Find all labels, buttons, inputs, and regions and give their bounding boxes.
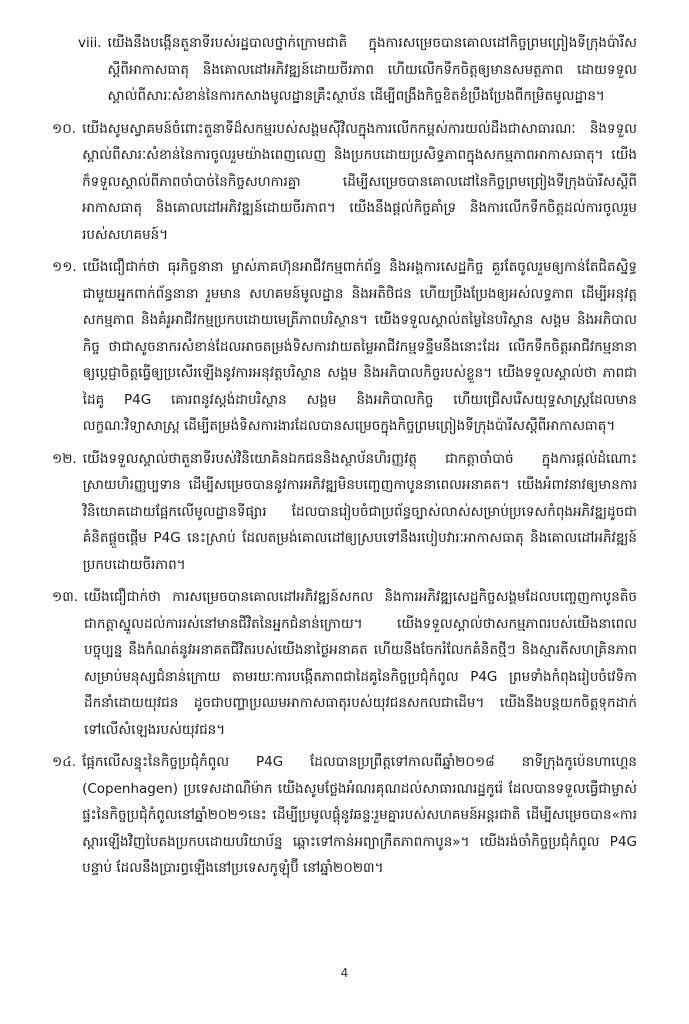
paragraph-text: យើងសូមស្វាគមន៍ចំពោះតួនាទីដ៏សកម្មរបស់សង្គមស៊ីវិលក្នុងការលើកកម្ពស់ការយល់ដឹងជាសាធារណៈ និងទទួលស្គាល់ពីសារៈសំខាន់នៃការចូលរួមយ៉ាងពេញលេញ និងប្រកបដោយប្រសិទ្ធភាពក្នុងសកម្មភាពអាកាសធាតុ។ យើងក៏ទទួលស្គាល់ពីភាពចាំបាច់នៃកិច្ចសហការគ្នា ដើម្បីសម្រេចបានគោលដៅនៃកិច្ចព្រមព្រៀងទីក្រុងប៉ារីសស្តីពីអាកាសធាតុ និងគោលដៅអភិវឌ្ឍន៍ដោយចីរភាព។ យើងនឹងផ្តល់កិច្ចគាំទ្រ និងការលើកទឹកចិត្តដល់ការចូលរួមរបស់សហគមន៍។ (82, 120, 637, 243)
paragraph-12 (52, 446, 637, 579)
paragraph-text: យើងនឹងបង្កើនតួនាទីរបស់រដ្ឋបាលថ្នាក់ក្រោមជាតិ ក្នុងការសម្រេចបានគោលដៅកិច្ចព្រមព្រៀងទីក្រុងប៉ារីសស្តីពីអាកាសធាតុ និងគោលដៅអភិវឌ្ឍន៍ដោយចីរភាព ហើយលើកទឹកចិត្តឲ្យមានសមត្ថភាព ដោយទទួលស្គាល់ពីសារៈសំខាន់នៃការកសាងមូលដ្ឋានគ្រឹះស្ថាប័ន ដើម្បីពង្រឹងកិច្ចខិតខំប្រឹងប្រែងពីកម្រិតមូលដ្ឋាន។ (107, 35, 637, 104)
paragraph-text: យើងជឿជាក់ថា ធុរកិច្ចនានា ម្ចាស់ភាគហ៊ុនអាជីវកម្មពាក់ព័ន្ធ និងអង្គការសេដ្ឋកិច្ច គួរតែចូលរួមឲ្យកាន់តែជិតស្និទ្ធជាមួយអ្នកពាក់ព័ន្ធនានា រួមមាន សហគមន៍មូលដ្ឋាន និងអតិថិជន ហើយប្រឹងប្រែងឲ្យអស់លទ្ធភាព ដើម្បីអនុវត្តសកម្មភាព និងគំរូអាជីវកម្មប្រកបដោយមេត្រីភាពបរិស្ថាន។ យើងទទួលស្គាល់តម្លៃនៃបរិស្ថាន សង្គម និងអភិបាលកិច្ច ថាជាសូចនាករសំខាន់ដែលអាចតម្រង់ទិសការវាយតម្លៃអាជីវកម្មទន្ទឹមនឹងនោះដែរ លើកទឹកចិត្តអាជីវកម្មនានា ឲ្យប្តេជ្ញាចិត្តធ្វើឲ្យប្រសើរឡើងនូវការអនុវត្តបរិស្ថាន សង្គម និងអភិបាលកិច្ចរបស់ខ្លួន។ យើងទទួលស្គាល់ថា ភាពជាដៃគូ P4G គោរពនូវស្តង់ដាបរិស្ថាន សង្គម និងអភិបាលកិច្ច ហើយជ្រើសរើសយុទ្ធសាស្រ្តដែលមានលក្ខណៈវិទ្យាសាស្រ្ត ដើម្បីតម្រង់ទិសការងារដែលបានសម្រេចក្នុងកិច្ចព្រមព្រៀងទីក្រុងប៉ារីសស្តីពីអាកាសធាតុ។ (82, 259, 637, 434)
paragraph-number: ១៤. (52, 754, 77, 770)
paragraph-text: យើងជឿជាក់ថា ការសម្រេចបានគោលដៅអភិវឌ្ឍន៍សកល និងការអភិវឌ្ឍសេដ្ឋកិច្ចសង្គមដែលបញ្ចេញកាបូនតិច ជាកត្តាស្នូលដល់ការរស់នៅមានជីវិតនៃអ្នកជំនាន់ក្រោយ។ យើងទទួលស្គាល់ថាសកម្មភាពរបស់យើងនាពេលបច្ចុប្បន្ន នឹងកំណត់នូវអនាគតជីវិតរបស់យើងនាថ្ងៃអនាគត ហើយនឹងចែករំលែកគំនិតថ្មីៗ និងស្មារតីសហគ្រិនភាពសម្រាប់មនុស្សជំនាន់ក្រោយ តាមរយៈការបង្កើតភាពជាដៃគូនៃកិច្ចប្រជុំកំពូល P4G ព្រមទាំងកំពុងរៀបចំវេទិកាដឹកនាំដោយយុវជន ដូចជាបញ្ហាប្រឈមអាកាសធាតុរបស់យុវជនសកលជាដើម។ យើងនឹងបន្តយកចិត្តទុកដាក់ទៅលើសំឡេងរបស់យុវជន។ (84, 589, 637, 738)
paragraph-11 (52, 254, 637, 440)
paragraph-10 (52, 116, 637, 249)
page-number: 4 (340, 966, 349, 980)
paragraph-number: ១២. (52, 450, 77, 467)
paragraph-number: ១៣. (52, 589, 79, 605)
paragraph-13 (52, 584, 637, 743)
paragraph-number: ១១. (52, 259, 77, 275)
paragraph-number: ១០. (52, 120, 77, 137)
paragraph-14 (52, 749, 637, 882)
paragraph-viii (78, 30, 637, 110)
paragraph-text: យើងទទួលស្គាល់ថាតួនាទីរបស់វិនិយោគិនឯកជននិងស្ថាប័នហិរញ្ញវត្ថុ ជាកត្តាចាំបាច់ ក្នុងការផ្តល់ដំណោះស្រាយហិរញ្ញប្បទាន ដើម្បីសម្រេចបាននូវការអភិវឌ្ឍមិនបញ្ចេញកាបូននាពេលអនាគត។ យើងអំពាវនាវឲ្យមានការវិនិយោគដោយផ្អែកលើមូលដ្ឋានទីផ្សារ ដែលបានរៀបចំជាប្រព័ន្ធច្បាស់លាស់សម្រាប់ប្រទេសកំពុងអភិវឌ្ឍដូចជាគំនិតផ្តួចផ្តើម P4G នេះស្រាប់ ដែលតម្រង់គោលដៅឲ្យស្របទៅនឹងរបៀបវារៈអាកាសធាតុ និងគោលដៅអភិវឌ្ឍន៍ប្រកបដោយចីរភាព។ (82, 450, 637, 573)
paragraph-text: ផ្អែកលើសន្ទុះនៃកិច្ចប្រជុំកំពូល P4G ដែលបានប្រព្រឹត្តទៅកាលពីឆ្នាំ២០១៨ នាទីក្រុងកូប៉េនហាហ្គេន (Copenhagen) ប្រទេសដាណឺម៉ាក យើងសូមថ្លែងអំណរគុណដល់សាធារណរដ្ឋកូរ៉េ ដែលបានទទួលធ្វើជាម្ចាស់ផ្ទះនៃកិច្ចប្រជុំកំពូលនៅឆ្នាំ២០២១នេះ ដើម្បីប្រមូលផ្តុំនូវឆន្ទៈរួមគ្នារបស់សហគមន៍អន្តរជាតិ ដើម្បីសម្រេចបាន«ការស្តារឡើងវិញបៃតងប្រកបដោយបរិយាប័ន្ន ឆ្ពោះទៅកាន់អព្យាក្រឹតភាពកាបូន»។ យើងរង់ចាំកិច្ចប្រជុំកំពូល P4G បន្ទាប់ ដែលនឹងប្រារព្ធឡើងនៅប្រទេសកូឡុំប៊ី នៅឆ្នាំ២០២៣។ (82, 754, 637, 876)
paragraph-number: viii. (78, 35, 102, 51)
